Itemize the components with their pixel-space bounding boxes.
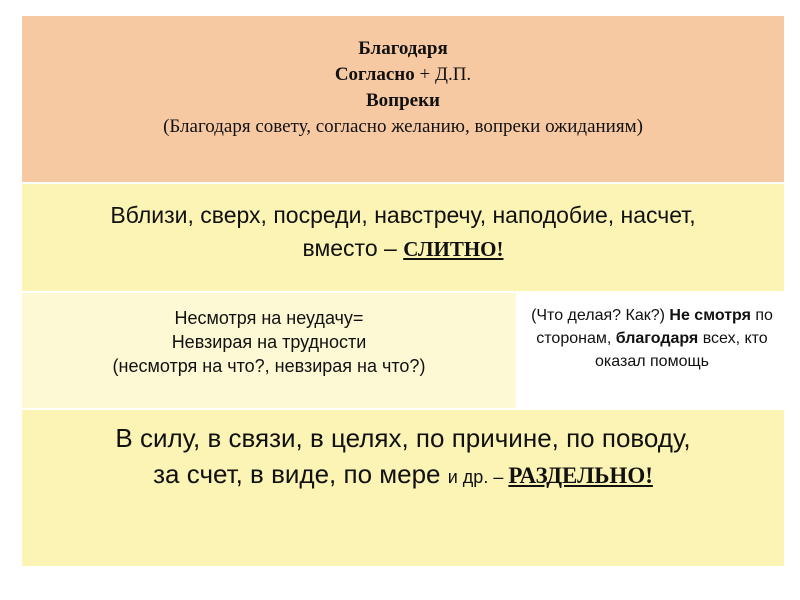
gerund-question: (Что делая? Как?) [531, 307, 670, 324]
ne-smotrya-cell [520, 293, 784, 408]
separate-prepositions-line2 [22, 456, 784, 495]
etc-label: и др. – [447, 467, 509, 487]
fused-prepositions-tail: вместо – [302, 235, 404, 261]
preposition-vopreki: Вопреки [365, 90, 440, 111]
ne-smotrya-rest: по сторонам, [536, 307, 773, 347]
fused-prepositions-list: Вблизи, сверх, посреди, навстречу, наподобие, насчет, [110, 202, 696, 228]
nevziraya-example: Невзирая на трудности [171, 332, 367, 352]
dative-example: (Благодаря совету, согласно желанию, вопреки ожиданиям) [163, 116, 643, 137]
separate-prepositions-list: В силу, в связи, в целях, по причине, по поводу, [115, 423, 691, 453]
header-cell-dative-prepositions [22, 16, 784, 182]
separate-spelling-cell [22, 410, 784, 566]
preposition-soglasno-line [22, 62, 784, 88]
nesmotrya-example: Несмотря на неудачу= [174, 308, 364, 328]
nesmotrya-question: (несмотря на что?, невзирая на что?) [112, 356, 426, 376]
rules-table [22, 16, 784, 566]
separate-rule-label: РАЗДЕЛЬНО! [508, 463, 653, 488]
dative-case-label: + Д.П. [414, 64, 472, 85]
separate-prepositions-tail: за счет, в виде, по мере [153, 459, 448, 489]
fused-prepositions-line2 [22, 232, 784, 266]
preposition-soglasno: Согласно [334, 64, 415, 85]
ne-smotrya-word: Не смотря [669, 307, 751, 324]
fused-rule-label: СЛИТНО! [403, 237, 504, 261]
preposition-blagodarya: Благодаря [358, 38, 448, 59]
blagodarya-verb-rest: всех, кто оказал помощь [595, 330, 768, 370]
nesmotrya-cell [22, 293, 516, 408]
fused-spelling-cell [22, 184, 784, 291]
blagodarya-verb-word: благодаря [615, 330, 699, 347]
